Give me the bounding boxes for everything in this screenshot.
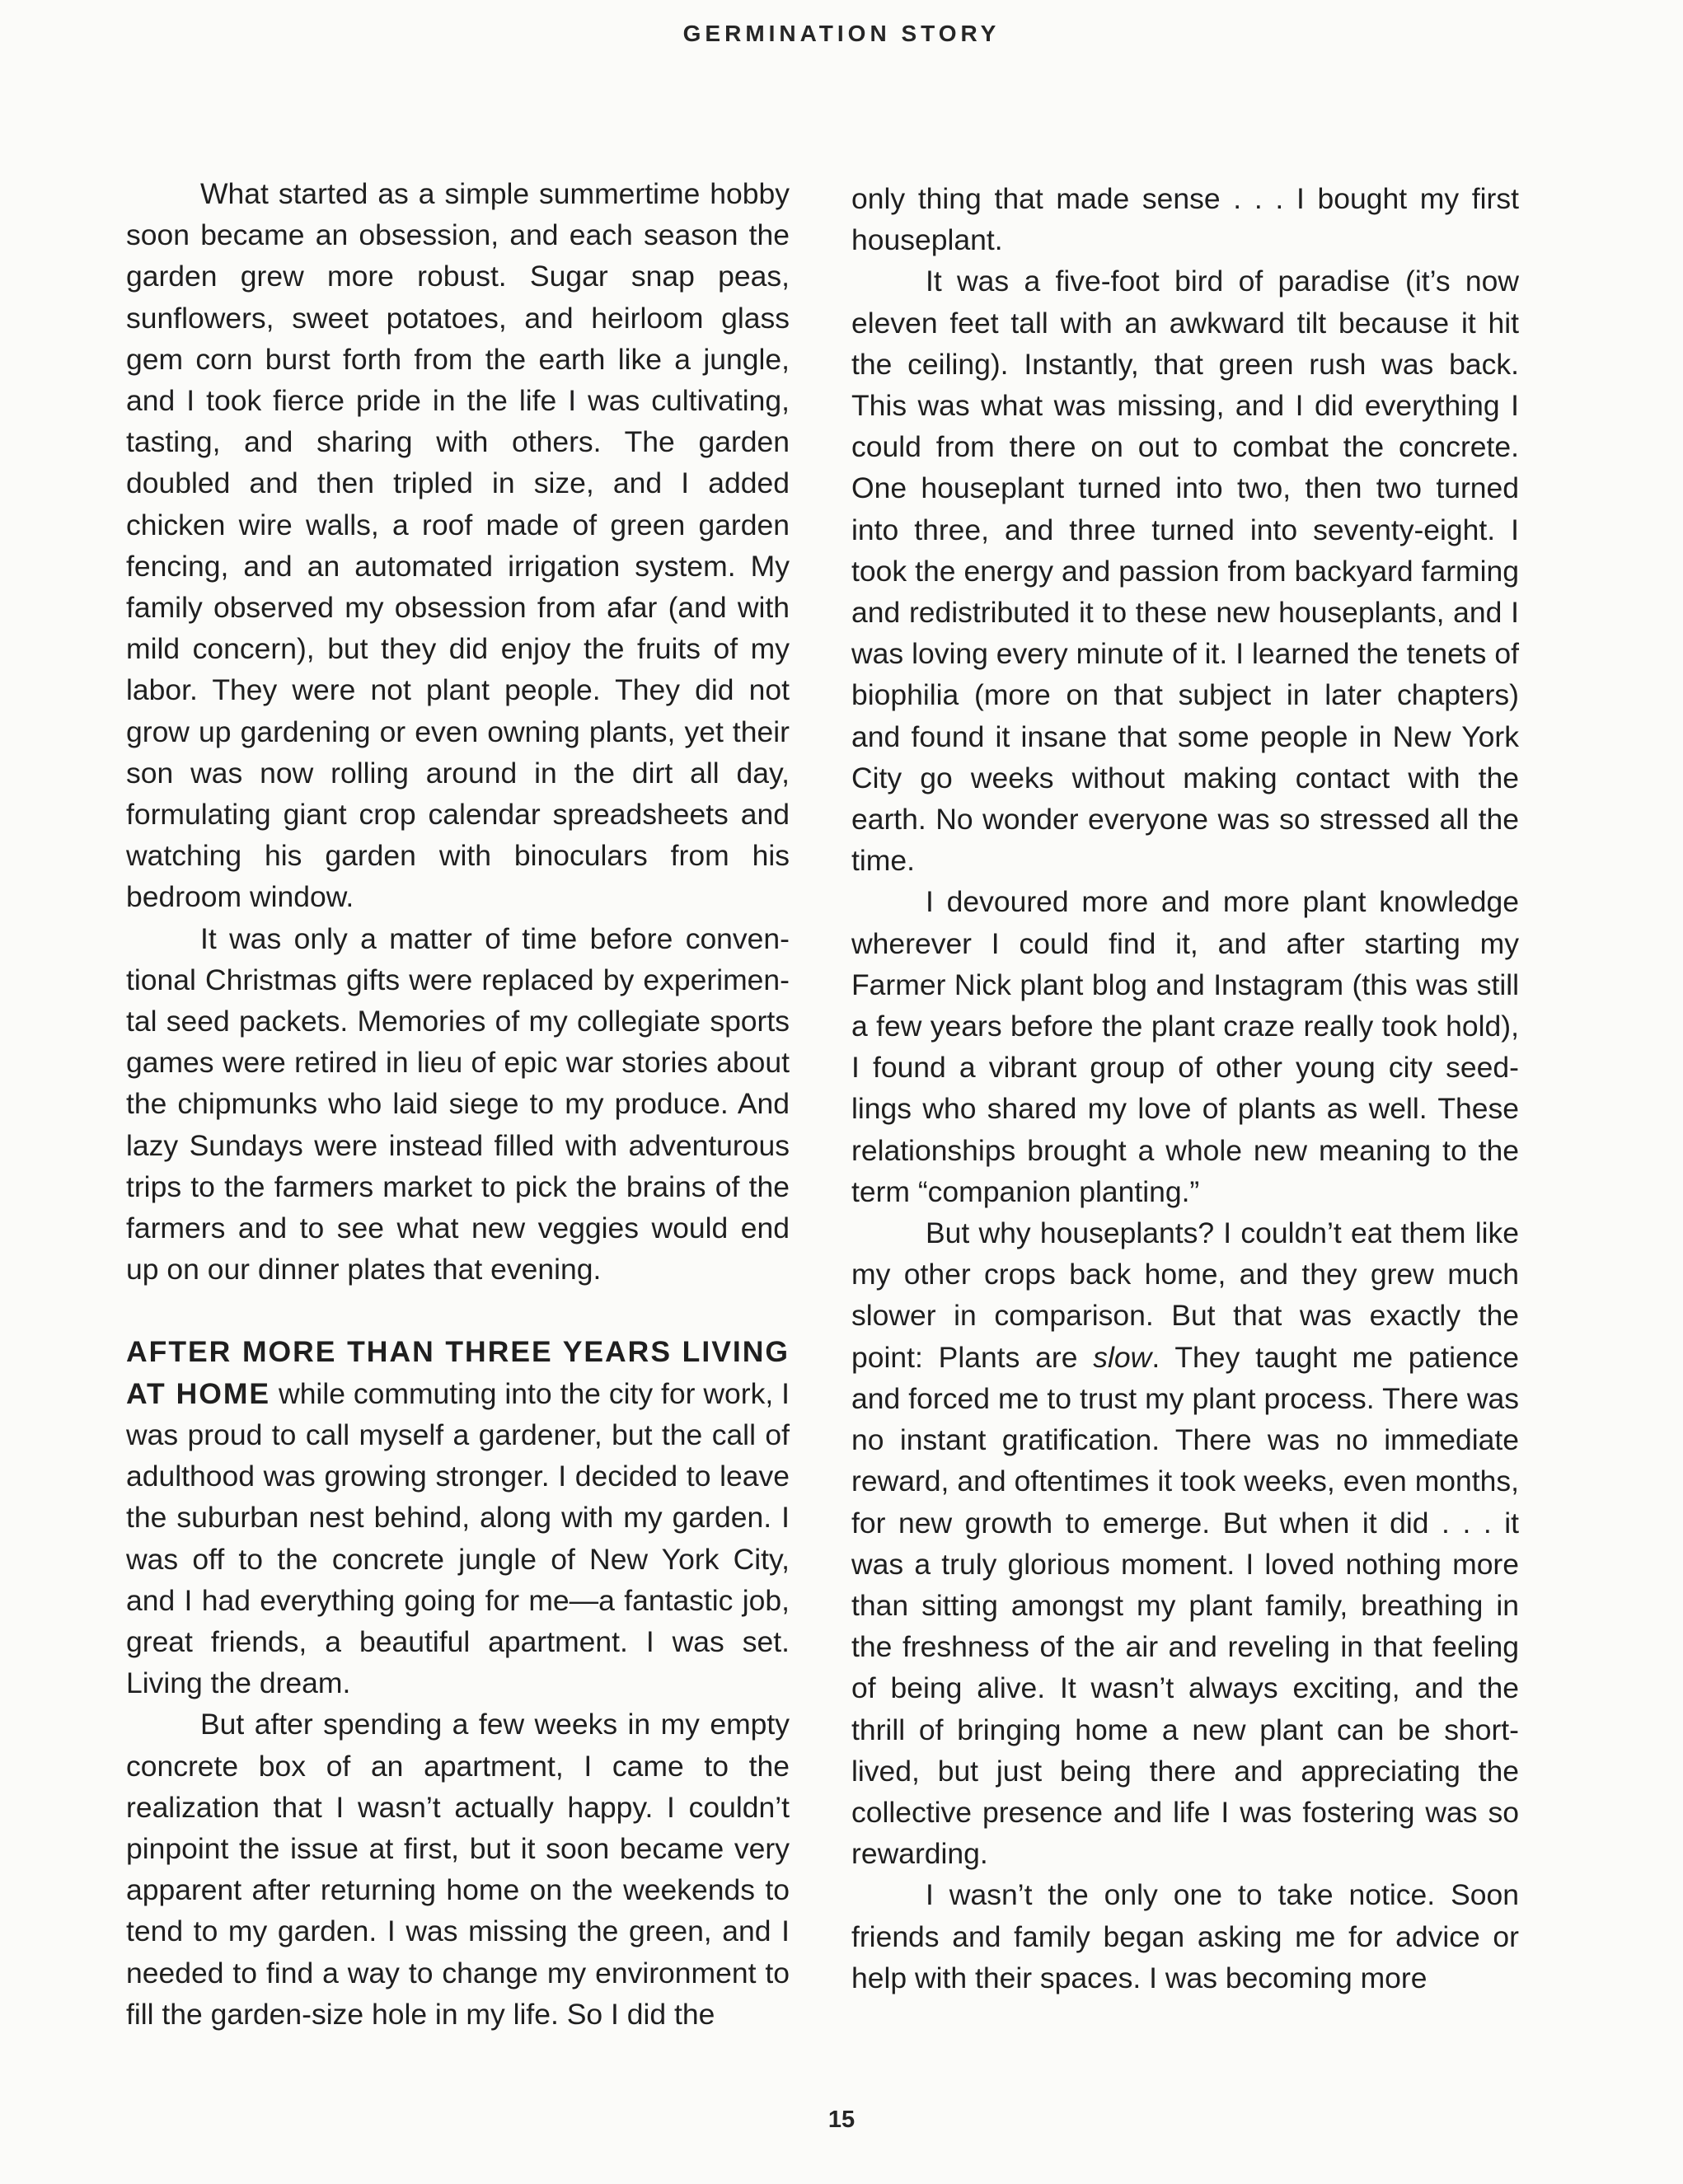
paragraph-text: while commuting into the city for work, I was proud to call myself a gardener, but the call of adulthood was growing stronger. I decided to leave the suburban nest behind, along with my garden. I was off to the concrete jungle of New York City, and I had everything going for me—a fantastic job, great friends, a beautiful apartment. I was set. Living the dream.: [126, 1376, 790, 1700]
paragraph-continued: only thing that made sense . . . I bought my first houseplant.: [851, 182, 1519, 257]
paragraph: But after spending a few weeks in my empty concrete box of an apartment, I came to the realization that I wasn’t actually happy. I couldn’t pinpoint the issue at first, but it soon became very apparent after returning home on the weekends to tend to my garden. I was missing the green, and I needed to find a way to change my environment to fill the garden-size hole in my life. So I did the: [126, 1708, 790, 2031]
left-column: [126, 173, 790, 2035]
section-paragraph: [126, 1331, 790, 1704]
paragraph: I devoured more and more plant knowledge wherever I could find it, and after starting my Farmer Nick plant blog and Instagram (this was still a few years before the plant craze really took hold), I found a vibrant group of other young city seedlings who shared my love of plants as well. These relationships brought a whole new meaning to the term “companion planting.”: [851, 885, 1519, 1208]
paragraph-text: But why houseplants? I couldn’t eat them like my other crops back home, and they grew much slower in comparison. But that was exactly the point: Plants are: [851, 1216, 1519, 1374]
paragraph-text: . They taught me patience and forced me to trust my plant process. There was no instant gratification. There was no immediate reward, and oftentimes it took weeks, even months, for new growth to emerge. But when it did . . . it was a truly glorious moment. I loved nothing more than sitting amongst my plant family, breathing in the freshness of the air and reveling in that feeling of being alive. It wasn’t always exciting, and the thrill of bringing home a new plant can be short-lived, but just being there and appreciating the collective presence and life I was fostering was so rewarding.: [851, 1340, 1520, 1871]
running-header: GERMINATION STORY: [682, 21, 1001, 46]
emphasis: slow: [1093, 1340, 1152, 1374]
paragraph: It was only a matter of time before conventional Christmas gifts were replaced by experimental seed packets. Memories of my collegiate sports games were retired in lieu of epic war stories about the chipmunks who laid siege to my produce. And lazy Sundays were instead filled with adventurous trips to the farmers market to pick the brains of the farmers and to see what new veggies would end up on our dinner plates that evening.: [126, 921, 790, 1286]
section-lead-in: AFTER MORE THAN THREE YEARS LIVING AT HOME: [126, 1335, 790, 1410]
paragraph: [851, 1212, 1519, 1874]
right-column: [851, 178, 1519, 1999]
page-number: 15: [827, 2107, 856, 2133]
paragraph: What started as a simple summertime hobby soon became an obsession, and each season the garden grew more robust. Sugar snap peas, sunflowers, sweet potatoes, and heirloom glass gem corn burst forth from the earth like a jungle, and I took fierce pride in the life I was cultivating, tasting, and sharing with others. The garden doubled and then tripled in size, and I added chicken wire walls, a roof made of green garden fencing, and an automated irrigation system. My family observed my obsession from afar (and with mild concern), but they did enjoy the fruits of my labor. They were not plant people. They did not grow up gardening or even owning plants, yet their son was now rolling around in the dirt all day, formulating giant crop calendar spreadsheets and watching his garden with binoculars from his bedroom window.: [126, 177, 790, 914]
paragraph: I wasn’t the only one to take notice. Soon friends and family began asking me for advice or help with their spaces. I was becoming more: [851, 1878, 1519, 1994]
paragraph: It was a five-foot bird of paradise (it’s now eleven feet tall with an awkward tilt because it hit the ceiling). Instantly, that green rush was back. This was what was missing, and I did everything I could from there on out to combat the concrete. One houseplant turned into two, then two turned into three, and three turned into seventy-eight. I took the energy and passion from backyard farming and redistributed it to these new houseplants, and I was loving every minute of it. I learned the tenets of biophilia (more on that subject in later chapters) and found it insane that some people in New York City go weeks without making contact with the earth. No wonder everyone was so stressed all the time.: [851, 265, 1519, 878]
